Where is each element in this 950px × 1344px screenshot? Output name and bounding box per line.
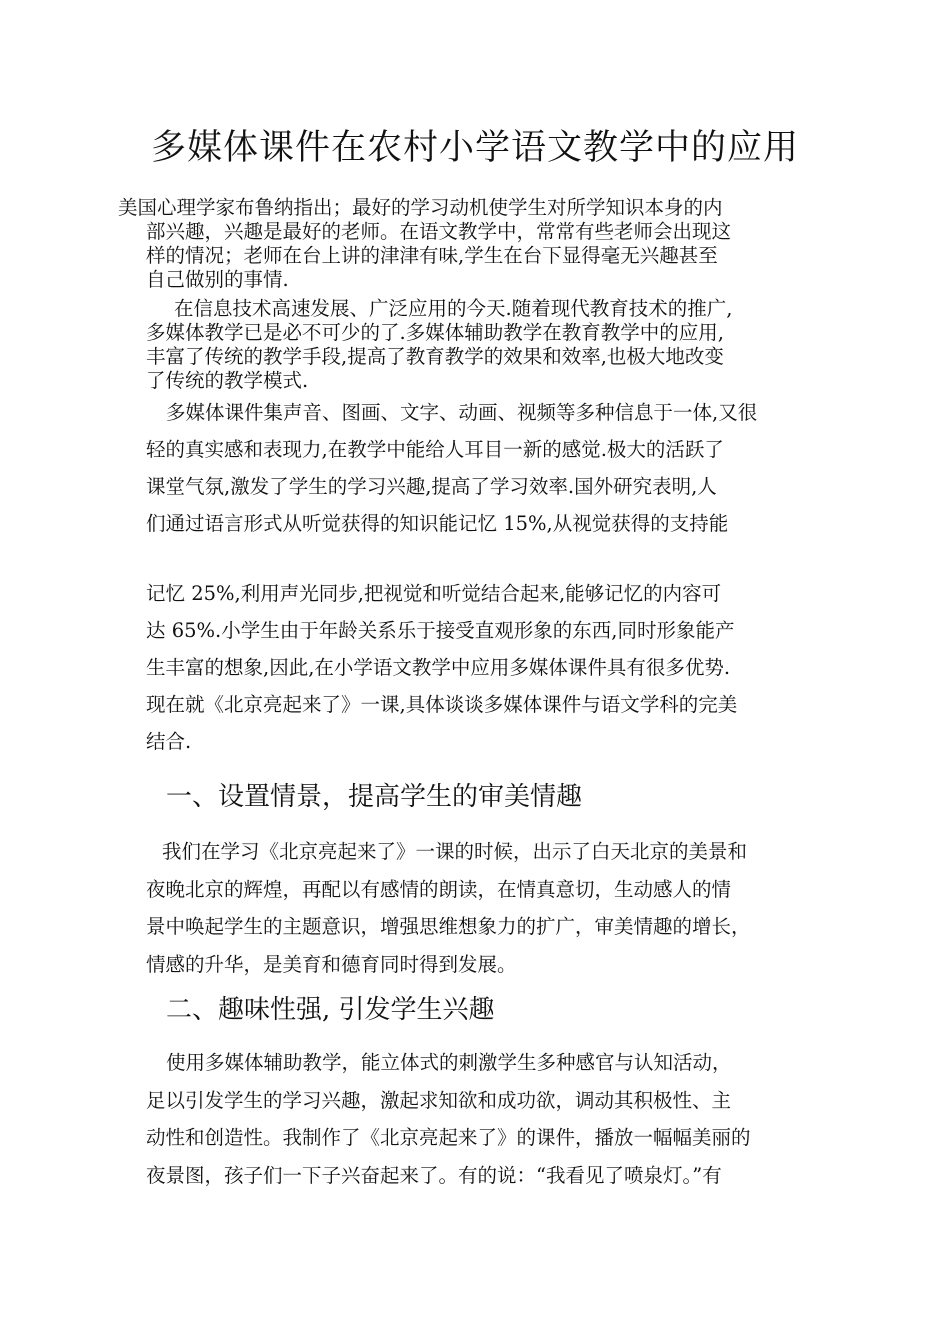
- text-line: 我们在学习《北京亮起来了》一课的时候，出示了白天北京的美景和: [162, 840, 748, 863]
- text-line: 夜景图，孩子们一下子兴奋起来了。有的说：“我看见了喷泉灯。”有: [146, 1163, 722, 1187]
- text-line: 丰富了传统的教学手段,提高了教育教学的效果和效率,也极大地改变: [146, 345, 724, 368]
- paragraph-2: [146, 297, 826, 393]
- section-heading-1: 一、设置情景，提高学生的审美情趣: [166, 782, 583, 812]
- text-line: 样的情况；老师在台上讲的津津有味,学生在台下显得毫无兴趣甚至: [146, 244, 718, 267]
- text-line: 在信息技术高速发展、广泛应用的今天.随着现代教育技术的推广,: [174, 297, 733, 320]
- text-line: 轻的真实感和表现力,在教学中能给人耳目一新的感觉.极大的活跃了: [146, 438, 724, 461]
- text-line: 多媒体课件集声音、图画、文字、动画、视频等多种信息于一体,又很: [166, 401, 758, 424]
- text-line: 情感的升华，是美育和德育同时得到发展。: [146, 952, 517, 976]
- intro-paragraph: [118, 196, 818, 292]
- text-line: 们通过语言形式从听觉获得的知识能记忆 15%,从视觉获得的支持能: [146, 512, 729, 535]
- text-line: 达 65%.小学生由于年龄关系乐于接受直观形象的东西,同时形象能产: [146, 619, 735, 642]
- text-line: 部兴趣，兴趣是最好的老师。在语文教学中，常常有些老师会出现这: [146, 220, 732, 243]
- text-line: 夜晚北京的辉煌，再配以有感情的朗读，在情真意切，生动感人的情: [146, 877, 732, 901]
- text-line: 景中唤起学生的主题意识，增强思维想象力的扩广，审美情趣的增长，: [146, 915, 751, 938]
- text-line: 多媒体教学已是必不可少的了.多媒体辅助教学在教育教学中的应用,: [146, 321, 724, 344]
- text-line: 结合.: [146, 730, 192, 753]
- text-line: 现在就《北京亮起来了》一课,具体谈谈多媒体课件与语文学科的完美: [146, 693, 738, 716]
- section-heading-2: 二、趣味性强, 引发学生兴趣: [166, 995, 495, 1025]
- text-line: 动性和创造性。我制作了《北京亮起来了》的课件，播放一幅幅美丽的: [146, 1126, 751, 1149]
- text-line: 课堂气氛,激发了学生的学习兴趣,提高了学习效率.国外研究表明,人: [146, 475, 717, 498]
- text-line: 生丰富的想象,因此,在小学语文教学中应用多媒体课件具有很多优势.: [146, 656, 731, 679]
- text-line: 美国心理学家布鲁纳指出；最好的学习动机使学生对所学知识本身的内: [118, 196, 723, 219]
- text-line: 了传统的教学模式.: [146, 369, 309, 392]
- paragraph-3: [146, 394, 826, 542]
- text-line: 记忆 25%,利用声光同步,把视觉和听觉结合起来,能够记忆的内容可: [146, 582, 722, 605]
- paragraph-5: [146, 833, 826, 983]
- text-line: 足以引发学生的学习兴趣，激起求知欲和成功欲，调动其积极性、主: [146, 1088, 732, 1112]
- paragraph-4: [146, 575, 826, 760]
- paragraph-6: [146, 1044, 826, 1194]
- text-line: 使用多媒体辅助教学，能立体式的刺激学生多种感官与认知活动，: [166, 1051, 732, 1074]
- document-title: 多媒体课件在农村小学语文教学中的应用: [150, 128, 799, 168]
- text-line: 自己做别的事情.: [146, 268, 289, 291]
